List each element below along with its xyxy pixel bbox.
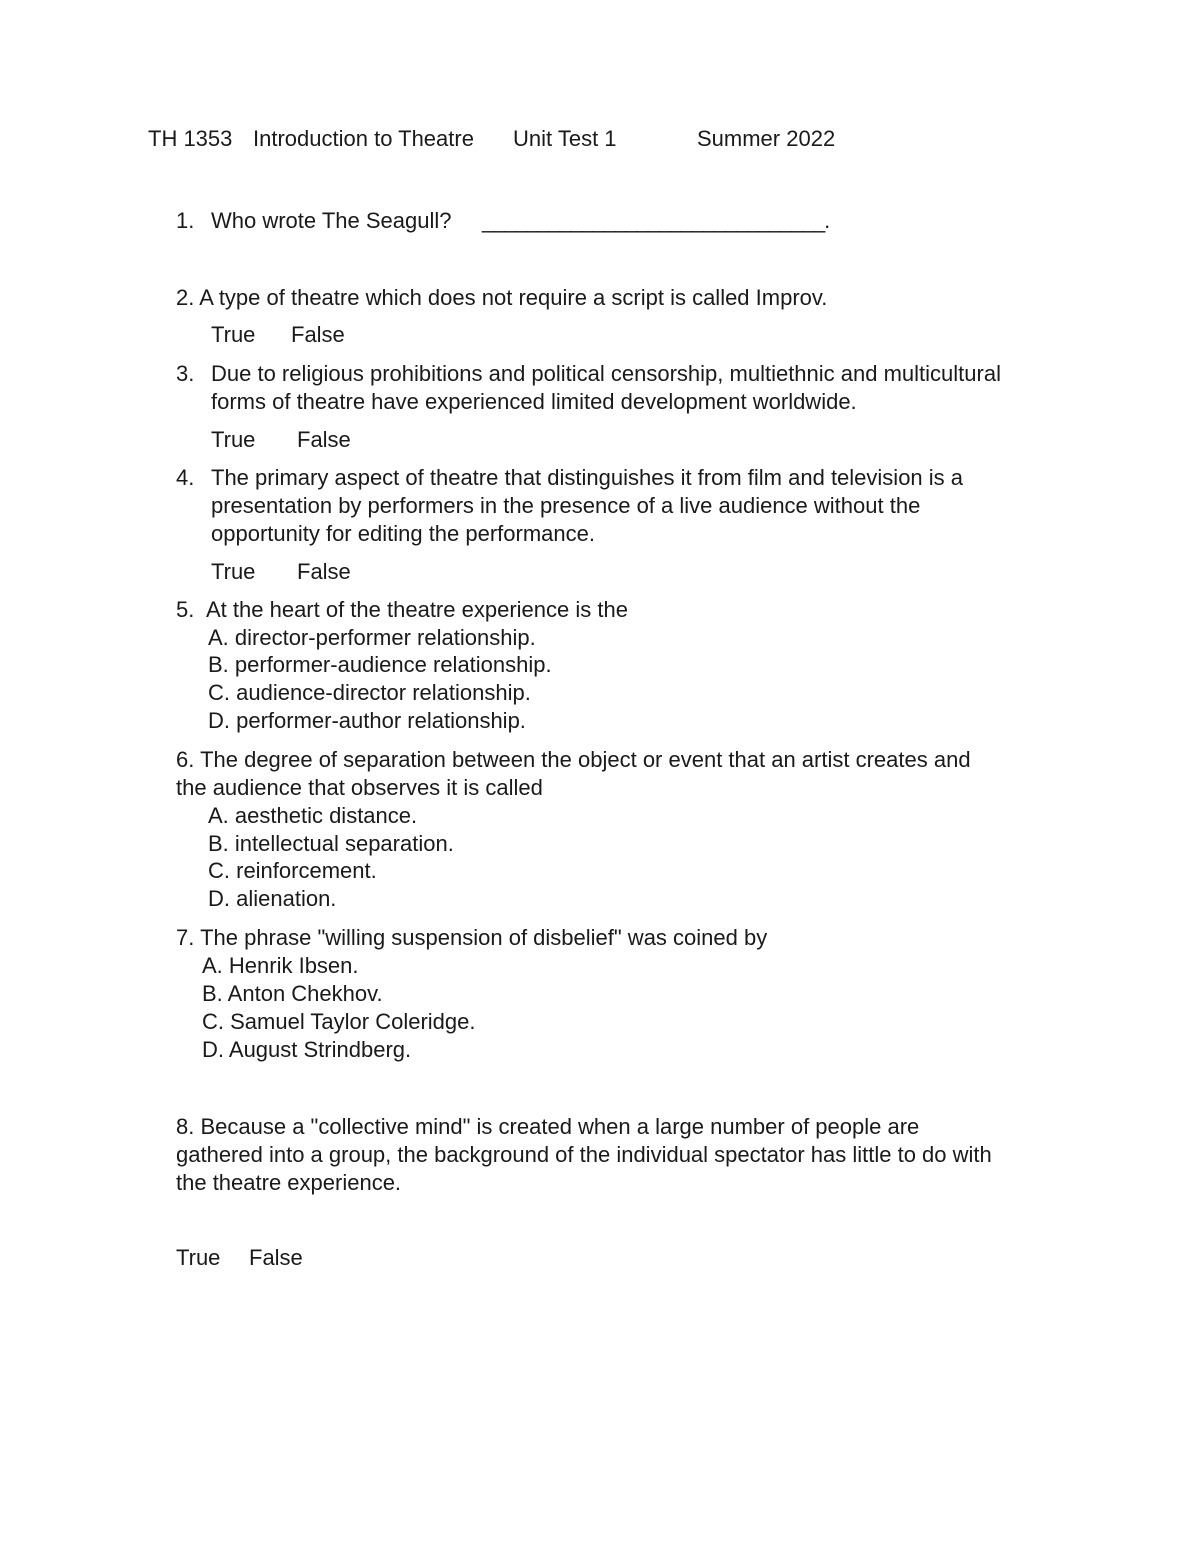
true-option: True: [211, 322, 256, 347]
true-option: True: [211, 559, 256, 584]
true-option: True: [211, 427, 256, 452]
question-text: 7. The phrase "willing suspension of disbelief" was coined by: [176, 925, 768, 950]
option-a: A. aesthetic distance.: [208, 803, 418, 828]
question-text: Who wrote The Seagull?: [211, 208, 452, 233]
question-number: 5.: [176, 597, 195, 622]
false-option: False: [297, 559, 351, 584]
question-text: At the heart of the theatre experience is the: [206, 597, 628, 622]
question-number: 4.: [176, 465, 195, 490]
question-text-line-1: The primary aspect of theatre that distinguishes it from film and television is a: [211, 465, 964, 490]
question-number: 3.: [176, 361, 195, 386]
question-text-line-3: opportunity for editing the performance.: [211, 521, 596, 546]
option-c: C. audience-director relationship.: [208, 680, 531, 705]
option-b: B. Anton Chekhov.: [202, 981, 383, 1006]
course-code: TH 1353: [148, 126, 233, 151]
question-text-line-2: forms of theatre have experienced limited development worldwide.: [211, 389, 857, 414]
option-d: D. performer-author relationship.: [208, 708, 526, 733]
question-text: 2. A type of theatre which does not require a script is called Improv.: [176, 285, 828, 310]
course-title: Introduction to Theatre: [253, 126, 474, 151]
option-d: D. alienation.: [208, 886, 337, 911]
answer-blank: _______________________________.: [482, 208, 830, 233]
question-text-line-1: 6. The degree of separation between the object or event that an artist creates and: [176, 747, 971, 772]
question-text-line-2: presentation by performers in the presence of a live audience without the: [211, 493, 921, 518]
option-d: D. August Strindberg.: [202, 1037, 412, 1062]
option-a: A. Henrik Ibsen.: [202, 953, 359, 978]
option-c: C. Samuel Taylor Coleridge.: [202, 1009, 476, 1034]
question-text-line-1: Due to religious prohibitions and political censorship, multiethnic and multicultural: [211, 361, 1001, 386]
true-option: True: [176, 1245, 221, 1270]
false-option: False: [297, 427, 351, 452]
option-b: B. intellectual separation.: [208, 831, 454, 856]
question-text-line-2: the audience that observes it is called: [176, 775, 543, 800]
question-text-line-2: gathered into a group, the background of the individual spectator has little to do with: [176, 1142, 992, 1167]
option-c: C. reinforcement.: [208, 858, 377, 883]
option-a: A. director-performer relationship.: [208, 625, 536, 650]
question-number: 1.: [176, 208, 195, 233]
question-text-line-1: 8. Because a "collective mind" is created when a large number of people are: [176, 1114, 920, 1139]
false-option: False: [291, 322, 345, 347]
term: Summer 2022: [697, 126, 836, 151]
test-name: Unit Test 1: [513, 126, 617, 151]
option-b: B. performer-audience relationship.: [208, 652, 552, 677]
question-text-line-3: the theatre experience.: [176, 1170, 402, 1195]
false-option: False: [249, 1245, 303, 1270]
